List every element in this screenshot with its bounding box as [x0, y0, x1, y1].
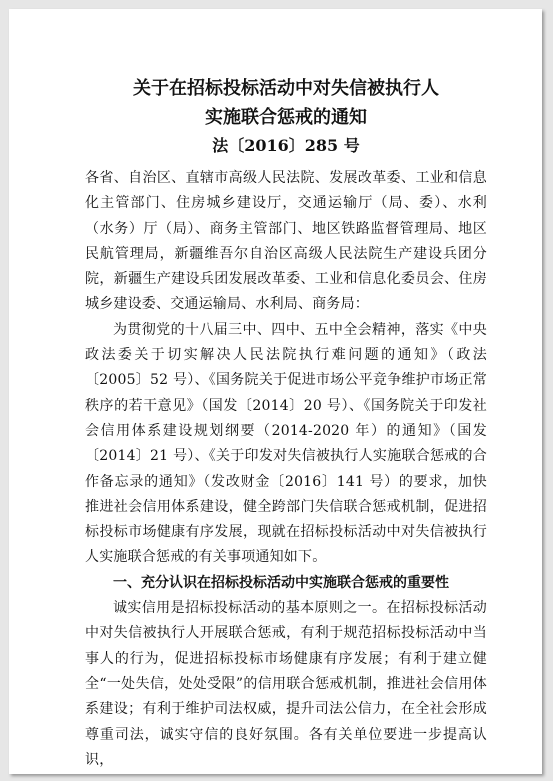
intro-paragraph: 为贯彻党的十八届三中、四中、五中全会精神，落实《中央政法委关于切实解决人民法院执行难问题的通知》（政法〔2005〕52 号）、《国务院关于促进市场公平竞争维护市场正常秩序的若干意见》（国发〔2014〕20 号）、《国务院关于印发社会信用体系建设规划纲要（2014-2020 年）的通知》（国发〔2014〕21 号）、《关于印发对失信被执行人实施联合惩戒的合作备忘录的通知》（发改财金〔2016〕141 号）的要求，加快推进社会信用体系建设，健全跨部门失信联合惩戒机制，促进招标投标市场健康有序发展，现就在招标投标活动中对失信被执行人实施联合惩戒的有关事项通知如下。 — [85, 321, 487, 566]
document-body — [85, 74, 487, 773]
document-number: 法〔2016〕285 号 — [212, 136, 360, 155]
document-title-line2: 实施联合惩戒的通知 — [205, 107, 367, 128]
section1-paragraph: 诚实信用是招标投标活动的基本原则之一。在招标投标活动中对失信被执行人开展联合惩戒，有利于规范招标投标活动中当事人的行为，促进招标投标市场健康有序发展；有利于建立健全“一处失信，处处受限”的信用联合惩戒机制，推进社会信用体系建设；有利于维护司法权威，提升司法公信力，在全社会形成尊重司法，诚实守信的良好氛围。各有关单位要进一步提高认识， — [85, 600, 487, 768]
document-title-line1: 关于在招标投标活动中对失信被执行人 — [133, 78, 439, 99]
document-page — [9, 9, 542, 774]
section1-heading: 一、充分认识在招标投标活动中实施联合惩戒的重要性 — [113, 574, 449, 591]
recipients-paragraph: 各省、自治区、直辖市高级人民法院、发展改革委、工业和信息化主管部门、住房城乡建设厅，交通运输厅（局、委）、水利（水务）厅（局）、商务主管部门、地区铁路监督管理局、地区民航管理局，新疆维吾尔自治区高级人民法院生产建设兵团分院，新疆生产建设兵团发展改革委、工业和信息化委员会、住房城乡建设委、交通运输局、水利局、商务局： — [85, 170, 487, 313]
